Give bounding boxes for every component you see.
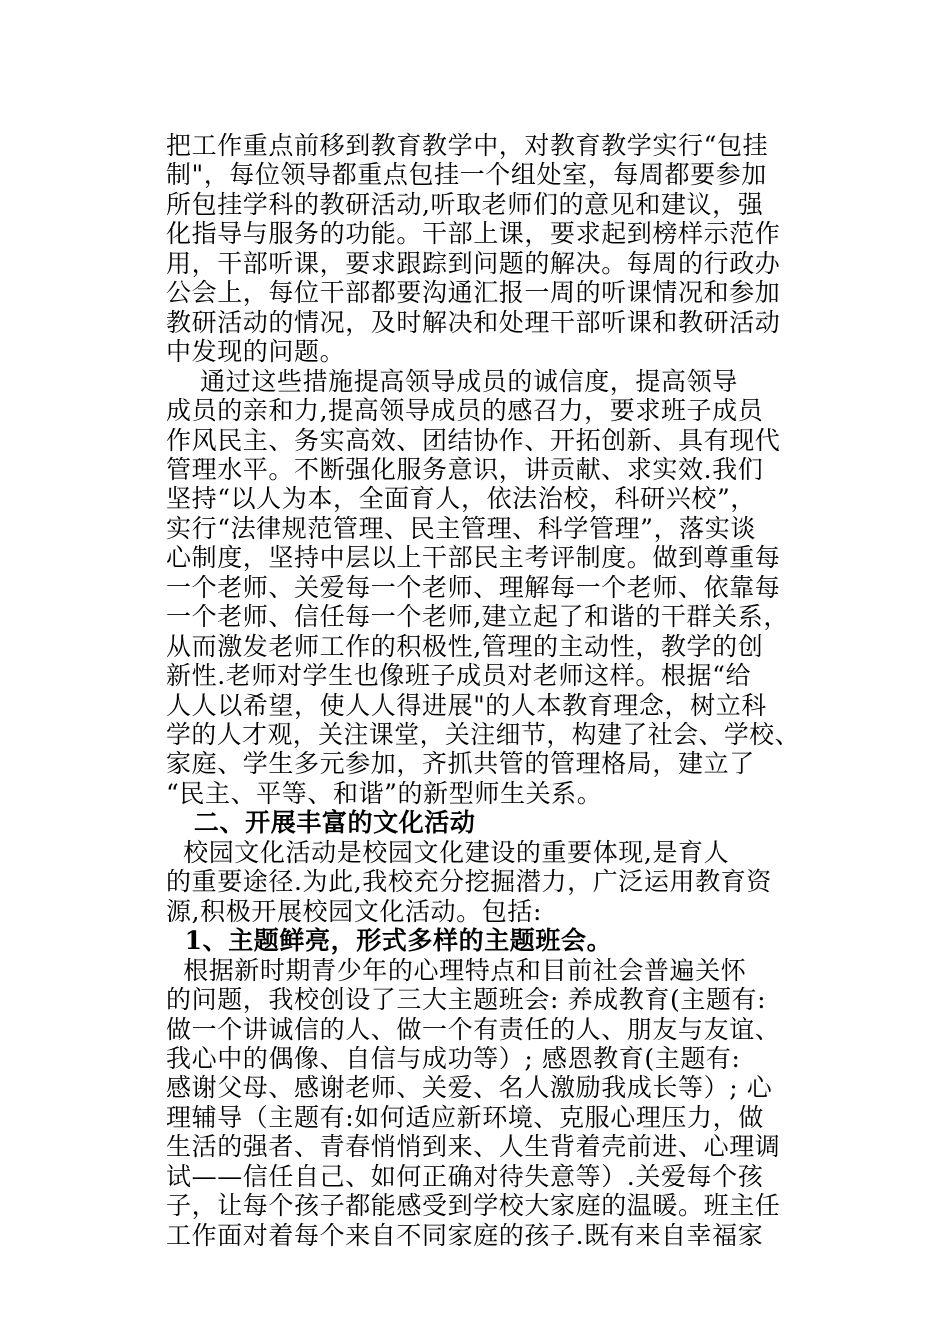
body-text-line: 实行“法律规范管理、民主管理、科学管理”，落实谈 xyxy=(166,513,756,543)
body-text-line: 我心中的偶像、自信与成功等）; 感恩教育(主题有: xyxy=(166,1043,741,1073)
body-text-line: 心制度，坚持中层以上干部民主考评制度。做到尊重每 xyxy=(166,543,781,573)
body-text-line: 教研活动的情况，及时解决和处理干部听课和教研活动 xyxy=(166,307,781,337)
body-text-line: 一个老师、信任每一个老师,建立起了和谐的干群关系， xyxy=(166,602,789,632)
body-text-line: 成员的亲和力,提高领导成员的感召力，要求班子成员 xyxy=(166,396,764,426)
body-text-line: 从而激发老师工作的积极性,管理的主动性，教学的创 xyxy=(166,631,764,661)
body-text-line: 感谢父母、感谢老师、关爱、名人激励我成长等）; 心 xyxy=(166,1073,773,1103)
body-text-line: 生活的强者、青春悄悄到来、人生背着壳前进、心理调 xyxy=(166,1132,781,1162)
body-text-line: 工作面对着每个来自不同家庭的孩子.既有来自幸福家 xyxy=(166,1220,764,1250)
body-text-line: 的问题，我校创设了三大主题班会: 养成教育(主题有: xyxy=(166,985,767,1015)
section-heading: 二、开展丰富的文化活动 xyxy=(166,808,476,838)
body-text-line: 做一个讲诚信的人、做一个有责任的人、朋友与友谊、 xyxy=(166,1014,781,1044)
body-text-line: 家庭、学生多元参加，齐抓共管的管理格局，建立了 xyxy=(166,749,755,779)
body-text-line: 理辅导（主题有:如何适应新环境、克服心理压力，做 xyxy=(166,1102,764,1132)
body-text-line: 试——信任自己、如何正确对待失意等）.关爱每个孩 xyxy=(166,1161,764,1191)
body-text-line: 化指导与服务的功能。干部上课，要求起到榜样示范作 xyxy=(166,219,781,249)
body-text-line: 管理水平。不断强化服务意识，讲贡献、求实效.我们 xyxy=(166,454,764,484)
body-text-line: 作风民主、务实高效、团结协作、开拓创新、具有现代 xyxy=(166,425,781,455)
body-text-line: “民主、平等、和谐”的新型师生关系。 xyxy=(166,778,603,808)
body-text-line: 一个老师、关爱每一个老师、理解每一个老师、依靠每 xyxy=(166,572,781,602)
body-text-line: 人人以希望，使人人得进展"的人本教育理念，树立科 xyxy=(166,690,767,720)
body-text-line: 坚持“以人为本，全面育人，依法治校，科研兴校”， xyxy=(166,484,756,514)
body-text-line: 的重要途径.为此,我校充分挖掘潜力，广泛运用教育资 xyxy=(166,867,772,897)
body-text-line: 源,积极开展校园文化活动。包括: xyxy=(166,896,542,926)
body-text-line: 子，让每个孩子都能感受到学校大家庭的温暖。班主任 xyxy=(166,1191,781,1221)
body-text-line: 公会上，每位干部都要沟通汇报一周的听课情况和参加 xyxy=(166,278,781,308)
body-text-line: 所包挂学科的教研活动,听取老师们的意见和建议，强 xyxy=(166,189,764,219)
body-text-line: 根据新时期青少年的心理特点和目前社会普遍关怀 xyxy=(166,955,747,985)
body-text-line: 中发现的问题。 xyxy=(166,337,346,367)
body-text-line: 通过这些措施提高领导成员的诚信度，提高领导 xyxy=(166,366,738,396)
body-text-line: 新性.老师对学生也像班子成员对老师这样。根据“给 xyxy=(166,661,752,691)
body-text-line: 用，干部听课，要求跟踪到问题的解决。每周的行政办 xyxy=(166,248,781,278)
body-text-line: 学的人才观，关注课堂，关注细节，构建了社会、学校、 xyxy=(166,720,800,749)
body-text-line: 把工作重点前移到教育教学中，对教育教学实行“包挂 xyxy=(166,131,769,160)
body-text-line: 制"，每位领导都重点包挂一个组处室，每周都要参加 xyxy=(166,160,767,190)
body-text-line: 校园文化活动是校园文化建设的重要体现,是育人 xyxy=(166,837,730,867)
section-heading: 1、主题鲜亮，形式多样的主题班会。 xyxy=(166,926,613,956)
